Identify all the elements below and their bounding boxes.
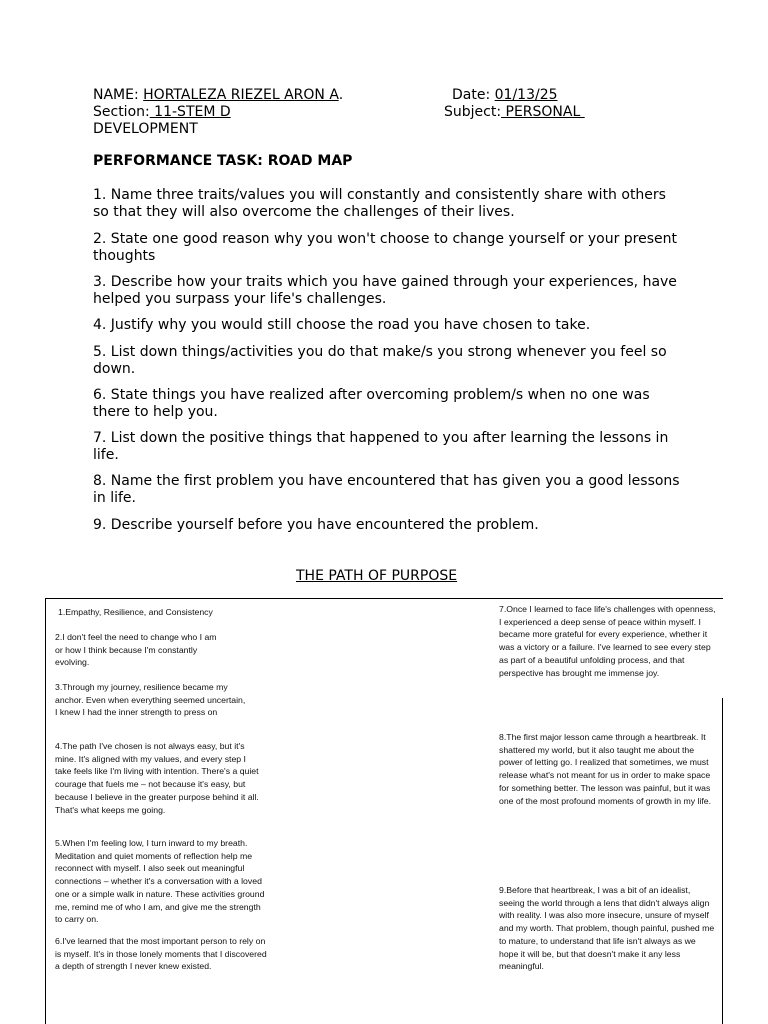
subject-line xyxy=(444,104,585,121)
answer-7: 7.Once I learned to face life's challenges with openness, I experienced a deep sense of peace within myself. I became more grateful for every experience, whether it was a victory or a failure. I've learned to see every step as part of a beautiful unfolding process, and that perspective has brought me immense joy. xyxy=(499,604,716,678)
date-line xyxy=(452,87,558,104)
name-label: NAME: xyxy=(93,87,144,103)
question-8: 8. Name the first problem you have encountered that has given you a good lessons in life. xyxy=(93,473,680,506)
question-5: 5. List down things/activities you do that make/s you strong whenever you feel so down. xyxy=(93,344,667,377)
path-title: THE PATH OF PURPOSE xyxy=(296,568,458,584)
answer-6: 6.I've learned that the most important person to rely on is myself. It's in those lonely moments that I discovered a depth of strength I never knew existed. xyxy=(55,936,267,972)
answer-8: 8.The first major lesson came through a heartbreak. It shattered my world, but it also taught me about the power of letting go. I realized that sometimes, we must release what's not meant for us in order to make space for something better. The lesson was painful, but it was one of the most profound moments of growth in my life. xyxy=(499,732,711,806)
question-7: 7. List down the positive things that happened to you after learning the lessons in life. xyxy=(93,430,669,463)
answer-2: 2.I don't feel the need to change who I am or how I think because I'm constantly evolving. xyxy=(55,632,217,668)
name-suffix: . xyxy=(338,87,344,103)
task-title: PERFORMANCE TASK: ROAD MAP xyxy=(93,153,353,169)
question-6: 6. State things you have realized after overcoming problem/s when no one was there to help you. xyxy=(93,387,650,420)
frame-top-border xyxy=(45,598,723,599)
section-line xyxy=(93,104,231,121)
subject-label: Subject: xyxy=(444,104,502,120)
subject-continuation: DEVELOPMENT xyxy=(93,121,198,137)
answer-9: 9.Before that heartbreak, I was a bit of an idealist, seeing the world through a lens that didn't always align with reality. I was also more insecure, unsure of myself and my worth. That problem, though painful, pushed me to mature, to understand that life isn't always as we hope it will be, but that doesn't make it any less meaningful. xyxy=(499,885,715,972)
answer-3: 3.Through my journey, resilience became my anchor. Even when everything seemed uncertain, I knew I had the inner strength to press on xyxy=(55,682,246,718)
answer-4: 4.The path I've chosen is not always easy, but it's mine. It's aligned with my values, and every step I take feels like I'm living with intention. There's a quiet courage that fuels me – not because it's easy, but because I believe in the greater purpose behind it all. That's what keeps me going. xyxy=(55,741,259,815)
section-value: 11-STEM D xyxy=(149,104,231,120)
date-value: 01/13/25 xyxy=(494,87,558,103)
answer-5: 5.When I'm feeling low, I turn inward to my breath. Meditation and quiet moments of reflection help me reconnect with myself. I also seek out meaningful connections – whether it's a conversation with a loved one or a simple walk in nature. These activities ground me, remind me of who I am, and give me the strength to carry on. xyxy=(55,838,265,925)
answer-1: 1.Empathy, Resilience, and Consistency xyxy=(58,607,213,617)
question-4: 4. Justify why you would still choose the road you have chosen to take. xyxy=(93,317,591,333)
name-value: HORTALEZA RIEZEL ARON A xyxy=(143,87,339,103)
name-line xyxy=(93,87,343,104)
frame-right-border xyxy=(722,698,723,1024)
question-3: 3. Describe how your traits which you have gained through your experiences, have helped you surpass your life's challenges. xyxy=(93,274,677,307)
section-label: Section: xyxy=(93,104,150,120)
question-9: 9. Describe yourself before you have encountered the problem. xyxy=(93,517,539,533)
subject-value: PERSONAL xyxy=(501,104,585,120)
question-2: 2. State one good reason why you won't choose to change yourself or your present thoughts xyxy=(93,231,678,264)
frame-left-border xyxy=(45,598,46,1024)
date-label: Date: xyxy=(452,87,495,103)
question-1: 1. Name three traits/values you will constantly and consistently share with others so that they will also overcome the challenges of their lives. xyxy=(93,187,666,220)
